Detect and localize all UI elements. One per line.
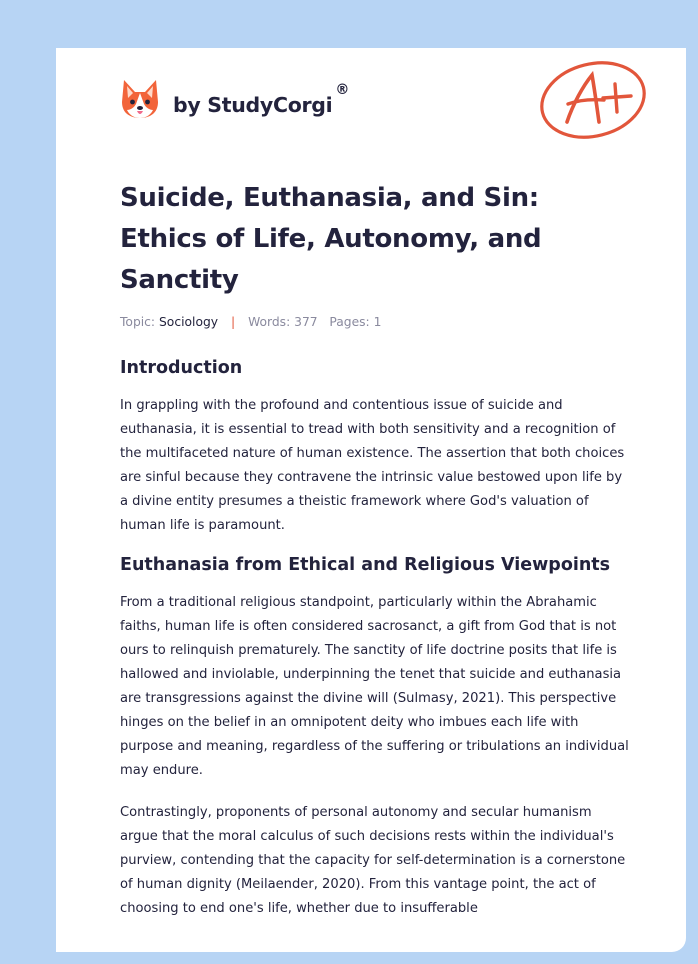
- section-heading-euthanasia: Euthanasia from Ethical and Religious Viewpoints: [120, 555, 611, 575]
- section-heading-introduction: Introduction: [120, 358, 243, 378]
- paragraph: From a traditional religious standpoint, particularly within the Abrahamic faiths, human life is often considered sacrosanct, a gift from God that is not ours to relinquish prematurely. The sanctity of life doctrine posits that life is hallowed and inviolable, underpinning the tenet that suicide and euthanasia are transgressions against the divine will (Sulmasy, 2021). This perspective hinges on the belief in an omnipotent deity who imbues each life with purpose and meaning, regardless of the suffering or tribulations an individual may endure.: [120, 595, 629, 778]
- a-plus-grade-icon: [537, 58, 649, 142]
- words-count: 377: [294, 315, 318, 329]
- document-content: [120, 178, 630, 921]
- registered-mark: ®: [335, 82, 350, 98]
- topic-link[interactable]: Sociology: [159, 315, 219, 329]
- pages-count: 1: [373, 315, 382, 329]
- paragraph: In grappling with the profound and contentious issue of suicide and euthanasia, it is essential to tread with both sensitivity and a recognition of the multifaceted nature of human existence. The assertion that both choices are sinful because they contravene the intrinsic value bestowed upon life by a divine entity presumes a theistic framework where God's valuation of human life is paramount.: [120, 398, 625, 533]
- document-sheet: [56, 48, 686, 952]
- paragraph: Contrastingly, proponents of personal autonomy and secular humanism argue that the moral calculus of such decisions rests within the individual's purview, contending that the capacity for self-determination is a cornerstone of human dignity (Meilaender, 2020). From this vantage point, the act of choosing to end one's life, whether due to insufferable: [120, 805, 626, 916]
- brand-name: by StudyCorgi: [173, 93, 333, 117]
- corgi-logo-icon: [120, 78, 160, 122]
- document-meta: [120, 312, 630, 332]
- document-title: Suicide, Euthanasia, and Sin: Ethics of Life, Autonomy, and Sanctity: [120, 183, 542, 295]
- brand[interactable]: [120, 77, 349, 123]
- pages-label: Pages:: [329, 315, 370, 329]
- meta-separator: |: [230, 315, 236, 329]
- words-label: Words:: [248, 315, 291, 329]
- topic-label: Topic:: [120, 315, 156, 329]
